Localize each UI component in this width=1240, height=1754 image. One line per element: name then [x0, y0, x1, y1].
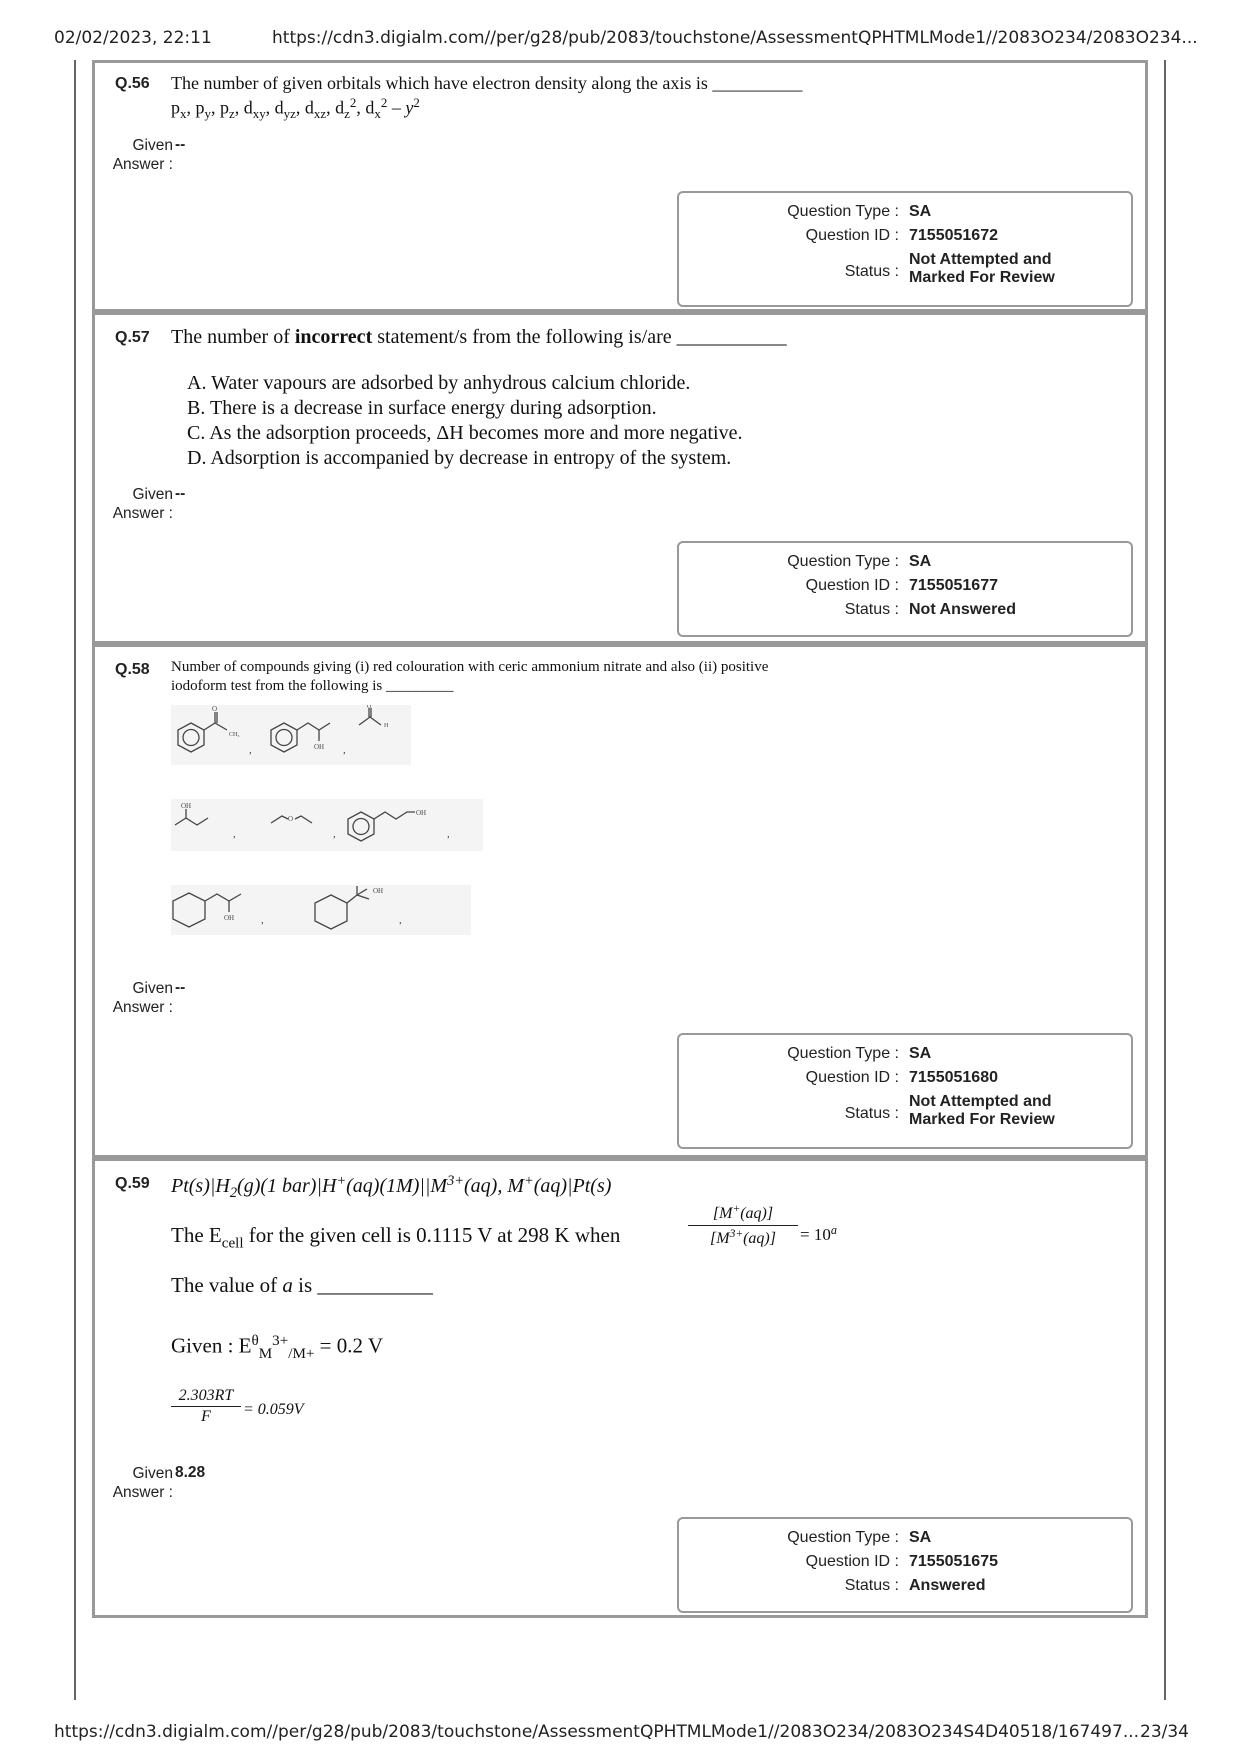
svg-text:OH: OH	[224, 914, 235, 922]
svg-text:OH: OH	[181, 802, 192, 810]
question-id: 7155051677	[909, 577, 998, 594]
svg-text:,: ,	[399, 914, 402, 926]
question-meta-box: Question Type : SA Question ID : 7155051672 Status : Not Attempted and Marked For Review	[677, 191, 1133, 307]
phenylethanol-structure	[348, 812, 415, 841]
question-text-line-2: iodoform test from the following is _________	[171, 678, 454, 694]
svg-text:OH: OH	[416, 809, 427, 817]
question-meta-box: Question Type : SA Question ID : 7155051677 Status : Not Answered	[677, 541, 1133, 637]
given-answer-label: Given Answer :	[112, 137, 173, 173]
question-id: 7155051672	[909, 227, 998, 244]
question-id: 7155051675	[909, 1553, 998, 1570]
cell-notation: $Pt(s)|H_2(g)(1$ $bar)|H^+(aq)(1M)||M^{3+}(aq)$, M+(aq)|Pt(s)	[171, 1173, 612, 1202]
question-type: SA	[909, 1045, 932, 1062]
svg-text:OH: OH	[373, 887, 384, 895]
question-type: SA	[909, 553, 932, 570]
nernst-fraction: 2.303RT F	[171, 1387, 241, 1426]
question-text: The number of incorrect statement/s from the following is/are ___________	[171, 326, 787, 348]
question-number: Q.58	[115, 661, 150, 678]
print-datetime: 02/02/2023, 22:11	[54, 28, 212, 48]
question-status: Not Attempted and Marked For Review	[909, 1093, 1055, 1128]
question-status: Not Answered	[909, 601, 1016, 618]
svg-text:,: ,	[249, 744, 252, 756]
given-answer-label: Given Answer :	[112, 1465, 173, 1501]
question-text-line-1: Number of compounds giving (i) red colouration with ceric ammonium nitrate and also (ii) positive	[171, 659, 769, 675]
given-answer-value: --	[175, 485, 186, 502]
structures-row-2	[171, 799, 483, 851]
acetaldehyde-structure	[359, 708, 381, 725]
svg-text:CH₃: CH₃	[229, 732, 240, 738]
given-answer-value: --	[175, 979, 186, 996]
svg-text:,: ,	[333, 828, 336, 840]
question-type: SA	[909, 1529, 932, 1546]
svg-text:O: O	[212, 705, 218, 713]
given-answer-label: Given Answer :	[112, 980, 173, 1016]
question-id: 7155051680	[909, 1069, 998, 1086]
ecell-statement: The $E_{cell}$ for the given cell is 0.1115 V at 298 K when	[171, 1223, 621, 1252]
butan-2-ol-structure	[175, 809, 208, 825]
structures-row-3-svg	[171, 885, 471, 935]
value-of-a-prompt: The value of a is ___________	[171, 1273, 433, 1297]
orbital-list: $p_x$, $p_y$, $p_z$, $d_{xy}$, $d_{yz}$, $d_{xz}$, $d_z^2$, $d_x^2 - y^2$	[171, 95, 420, 121]
statement-d: D. Adsorption is accompanied by decrease in entropy of the system.	[187, 447, 732, 469]
structures-row-1-svg	[171, 705, 411, 765]
question-59	[92, 1158, 1148, 1618]
header-url: https://cdn3.digialm.com//per/g28/pub/2083/touchstone/AssessmentQPHTMLMode1//2083O234/2083O234...	[272, 28, 1198, 48]
question-type: SA	[909, 203, 932, 220]
cyclohexyl-tertiary-alcohol-structure	[315, 886, 369, 929]
structures-row-2-svg	[171, 799, 483, 851]
question-meta-box: Question Type : SA Question ID : 7155051680 Status : Not Attempted and Marked For Review	[677, 1033, 1133, 1149]
given-answer-value: 8.28	[175, 1464, 206, 1481]
concentration-ratio: [M+(aq)] $[M^{3+}(aq)]$	[688, 1203, 798, 1248]
question-number: Q.56	[115, 75, 150, 92]
given-answer-value: --	[175, 136, 186, 153]
statement-b: B. There is a decrease in surface energy during adsorption.	[187, 397, 657, 419]
footer-url: https://cdn3.digialm.com//per/g28/pub/2083/touchstone/AssessmentQPHTMLMode1//2083O234/2083O234S4D40518/167497...	[54, 1722, 1140, 1742]
structures-row-3	[171, 885, 471, 935]
question-status: Answered	[909, 1577, 986, 1594]
structures-row-1	[171, 705, 411, 765]
standard-potential: Given : $E^\theta_M^{3+}_{/M+} = 0.2$ V	[171, 1333, 384, 1362]
right-page-rule	[1164, 60, 1166, 1700]
svg-text:,: ,	[447, 828, 450, 840]
svg-text:,: ,	[343, 744, 346, 756]
statement-a: A. Water vapours are adsorbed by anhydrous calcium chloride.	[187, 372, 691, 394]
question-56	[92, 60, 1148, 312]
question-58	[92, 644, 1148, 1158]
statement-c: C. As the adsorption proceeds, ΔH becomes more and more negative.	[187, 422, 743, 444]
ratio-value: = $10^a$	[800, 1223, 837, 1245]
svg-text:H: H	[384, 723, 389, 729]
nernst-constant: = 0.059V	[243, 1401, 304, 1418]
svg-text:O: O	[288, 815, 294, 823]
acetophenone-structure	[178, 712, 227, 752]
question-number: Q.57	[115, 329, 150, 346]
question-number: Q.59	[115, 1175, 150, 1192]
question-status: Not Attempted and Marked For Review	[909, 251, 1055, 286]
question-meta-box: Question Type : SA Question ID : 7155051675 Status : Answered	[677, 1517, 1133, 1613]
svg-text:,: ,	[233, 828, 236, 840]
svg-text:,: ,	[261, 914, 264, 926]
svg-text:O: O	[367, 705, 372, 710]
question-text: The number of given orbitals which have electron density along the axis is __________	[171, 73, 803, 93]
page-number: 23/34	[1140, 1722, 1189, 1742]
given-answer-label: Given Answer :	[112, 486, 173, 522]
question-57	[92, 312, 1148, 644]
left-page-rule	[74, 60, 76, 1700]
svg-text:OH: OH	[314, 743, 325, 751]
